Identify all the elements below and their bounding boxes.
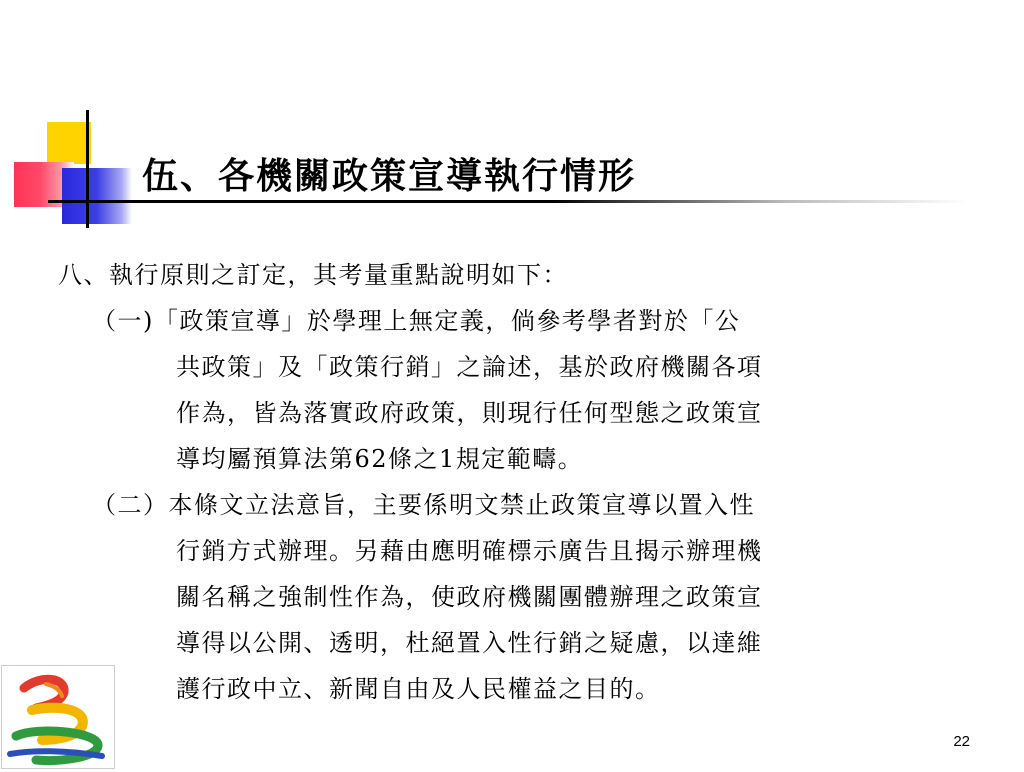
page-number: 22 — [953, 733, 970, 750]
item-2-line-5: 護行政中立、新聞自由及人民權益之目的。 — [176, 675, 661, 703]
blue-square-decoration — [62, 168, 132, 224]
section-heading: 八、執行原則之訂定，其考量重點說明如下： — [58, 261, 568, 289]
item-2-line-3: 關名稱之強制性作為，使政府機關團體辦理之政策宣 — [176, 583, 763, 611]
item-2-line-1: （二）本條文立法意旨，主要係明文禁止政策宣導以置入性 — [92, 491, 755, 519]
vertical-rule — [86, 110, 89, 228]
swirl-logo-icon — [2, 666, 114, 768]
item-1-line-3: 作為，皆為落實政府政策，則現行任何型態之政策宣 — [176, 399, 763, 427]
item-2-line-2: 行銷方式辦理。另藉由應明確標示廣告且揭示辦理機 — [176, 537, 763, 565]
slide-title: 伍、各機關政策宣導執行情形 — [142, 155, 637, 197]
item-1-line-1: （一)「政策宣導」於學理上無定義，倘參考學者對於「公 — [92, 307, 741, 335]
item-1-line-2: 共政策」及「政策行銷」之論述，基於政府機關各項 — [176, 353, 763, 381]
item-2-line-4: 導得以公開、透明，杜絕置入性行銷之疑慮，以達維 — [176, 629, 763, 657]
organization-logo — [1, 665, 115, 769]
yellow-square-decoration — [47, 122, 91, 164]
title-underline — [48, 200, 968, 203]
item-1-line-4: 導均屬預算法第62條之1規定範疇。 — [176, 445, 584, 473]
